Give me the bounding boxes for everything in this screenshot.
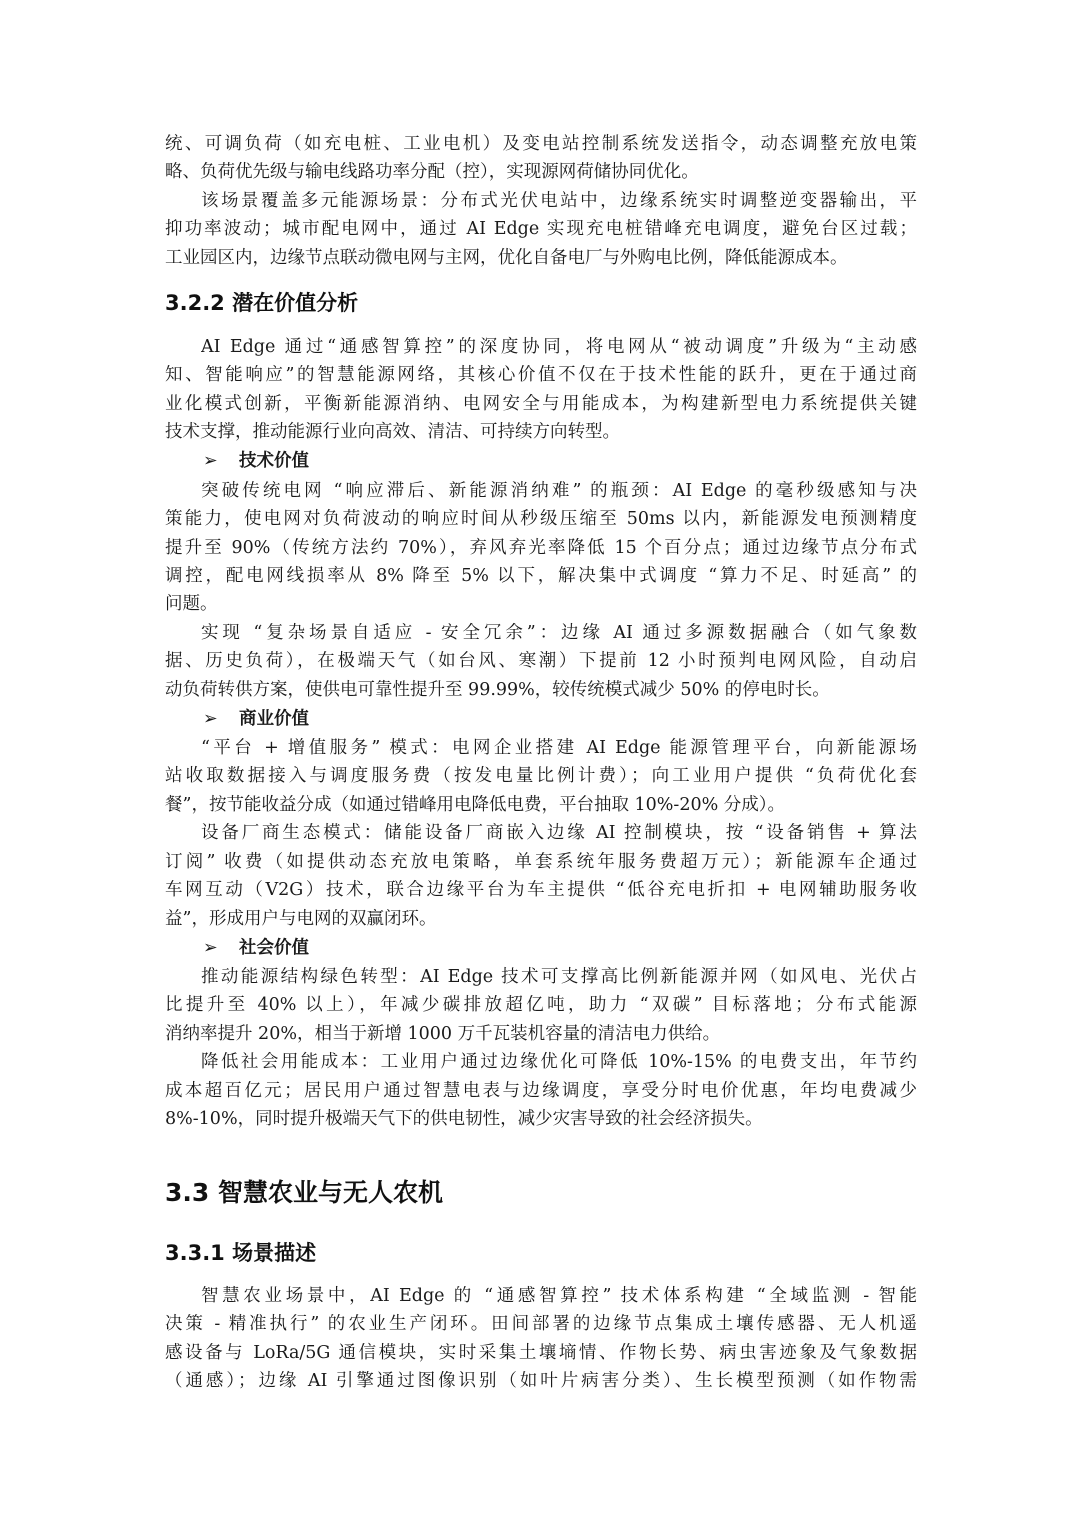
s322-p1-line-2: 知、智能响应”的智慧能源网络，其核心价值不仅在于技术性能的跃升，更在于通过商 [165,365,917,385]
bullet-social-value [203,934,309,962]
bullet-label: 商业价值 [239,709,309,729]
tech-p1-line-5: 问题。 [165,594,218,614]
bullet-label: 技术价值 [239,451,309,471]
s322-p1-line-1: AI Edge 通过“通感智算控”的深度协同，将电网从“被动调度”升级为“主动感 [201,337,917,357]
biz-p2-line-3: 车网互动（V2G）技术，联合边缘平台为车主提供 “低谷充电折扣 + 电网辅助服务收 [165,880,917,900]
biz-p1-line-2: 站收取数据接入与调度服务费（按发电量比例计费）；向工业用户提供 “负荷优化套 [165,766,917,786]
biz-p2-line-1: 设备厂商生态模式：储能设备厂商嵌入边缘 AI 控制模块，按 “设备销售 + 算法 [201,823,917,843]
tech-p1-line-2: 策能力，使电网对负荷波动的响应时间从秒级压缩至 50ms 以内，新能源发电预测精度 [165,509,917,529]
intro-p2-line-3: 工业园区内，边缘节点联动微电网与主网，优化自备电厂与外购电比例，降低能源成本。 [165,248,848,268]
section-heading-3-2-2: 3.2.2 潜在价值分析 [165,291,359,315]
soc-p2-line-2: 成本超百亿元；居民用户通过智慧电表与边缘调度，享受分时电价优惠，年均电费减少 [165,1081,917,1101]
biz-p1-line-1: “平台 + 增值服务” 模式：电网企业搭建 AI Edge 能源管理平台，向新能源场 [201,738,917,758]
bullet-business-value [203,705,309,733]
section-heading-3-3-1: 3.3.1 场景描述 [165,1241,317,1265]
s331-p1-line-2: 决策 - 精准执行” 的农业生产闭环。田间部署的边缘节点集成土壤传感器、无人机遥 [165,1314,917,1334]
soc-p2-line-3: 8%-10%，同时提升极端天气下的供电韧性，减少灾害导致的社会经济损失。 [165,1109,763,1129]
tech-p2-line-1: 实现 “复杂场景自适应 - 安全冗余”：边缘 AI 通过多源数据融合（如气象数 [201,623,917,643]
soc-p1-line-2: 比提升至 40% 以上），年减少碳排放超亿吨，助力 “双碳” 目标落地；分布式能源 [165,995,917,1015]
s322-p1-line-4: 技术支撑，推动能源行业向高效、清洁、可持续方向转型。 [165,422,620,442]
soc-p1-line-3: 消纳率提升 20%，相当于新增 1000 万千瓦装机容量的清洁电力供给。 [165,1024,721,1044]
intro-p2-line-1: 该场景覆盖多元能源场景：分布式光伏电站中，边缘系统实时调整逆变器输出，平 [201,191,917,211]
tech-p2-line-3: 动负荷转供方案，使供电可靠性提升至 99.99%，较传统模式减少 50% 的停电时长。 [165,680,830,700]
intro-p1-line-2: 略、负荷优先级与输电线路功率分配（控），实现源网荷储协同优化。 [165,162,699,182]
s322-p1-line-3: 业化模式创新，平衡新能源消纳、电网安全与用能成本，为构建新型电力系统提供关键 [165,394,917,414]
s331-p1-line-3: 感设备与 LoRa/5G 通信模块，实时采集土壤墒情、作物长势、病虫害迹象及气象数据 [165,1343,917,1363]
biz-p2-line-2: 订阅” 收费（如提供动态充放电策略，单套系统年服务费超万元）；新能源车企通过 [165,852,917,872]
tech-p1-line-3: 提升至 90%（传统方法约 70%），弃风弃光率降低 15 个百分点；通过边缘节点分布式 [165,538,917,558]
intro-p2-line-2: 抑功率波动；城市配电网中，通过 AI Edge 实现充电桩错峰充电调度，避免台区过载； [165,219,917,239]
tech-p1-line-4: 调控，配电网线损率从 8% 降至 5% 以下，解决集中式调度 “算力不足、时延高” 的 [165,566,917,586]
soc-p1-line-1: 推动能源结构绿色转型：AI Edge 技术可支撑高比例新能源并网（如风电、光伏占 [201,967,917,987]
arrowhead-bullet-icon: ➢ [203,938,218,958]
soc-p2-line-1: 降低社会用能成本：工业用户通过边缘优化可降低 10%-15% 的电费支出，年节约 [201,1052,917,1072]
bullet-label: 社会价值 [239,938,309,958]
biz-p1-line-3: 餐”，按节能收益分成（如通过错峰用电降低电费，平台抽取 10%-20% 分成）。 [165,795,786,815]
section-heading-3-3: 3.3 智慧农业与无人农机 [165,1178,443,1207]
intro-p1-line-1: 统、可调负荷（如充电桩、工业电机）及变电站控制系统发送指令，动态调整充放电策 [165,134,917,154]
arrowhead-bullet-icon: ➢ [203,709,218,729]
tech-p2-line-2: 据、历史负荷），在极端天气（如台风、寒潮）下提前 12 小时预判电网风险，自动启 [165,651,917,671]
biz-p2-line-4: 益”，形成用户与电网的双赢闭环。 [165,909,437,929]
arrowhead-bullet-icon: ➢ [203,451,218,471]
tech-p1-line-1: 突破传统电网 “响应滞后、新能源消纳难” 的瓶颈：AI Edge 的毫秒级感知与决 [201,481,917,501]
s331-p1-line-1: 智慧农业场景中，AI Edge 的 “通感智算控” 技术体系构建 “全域监测 - 智能 [201,1286,917,1306]
s331-p1-line-4: （通感）；边缘 AI 引擎通过图像识别（如叶片病害分类）、生长模型预测（如作物需 [165,1371,917,1391]
bullet-tech-value [203,447,309,475]
